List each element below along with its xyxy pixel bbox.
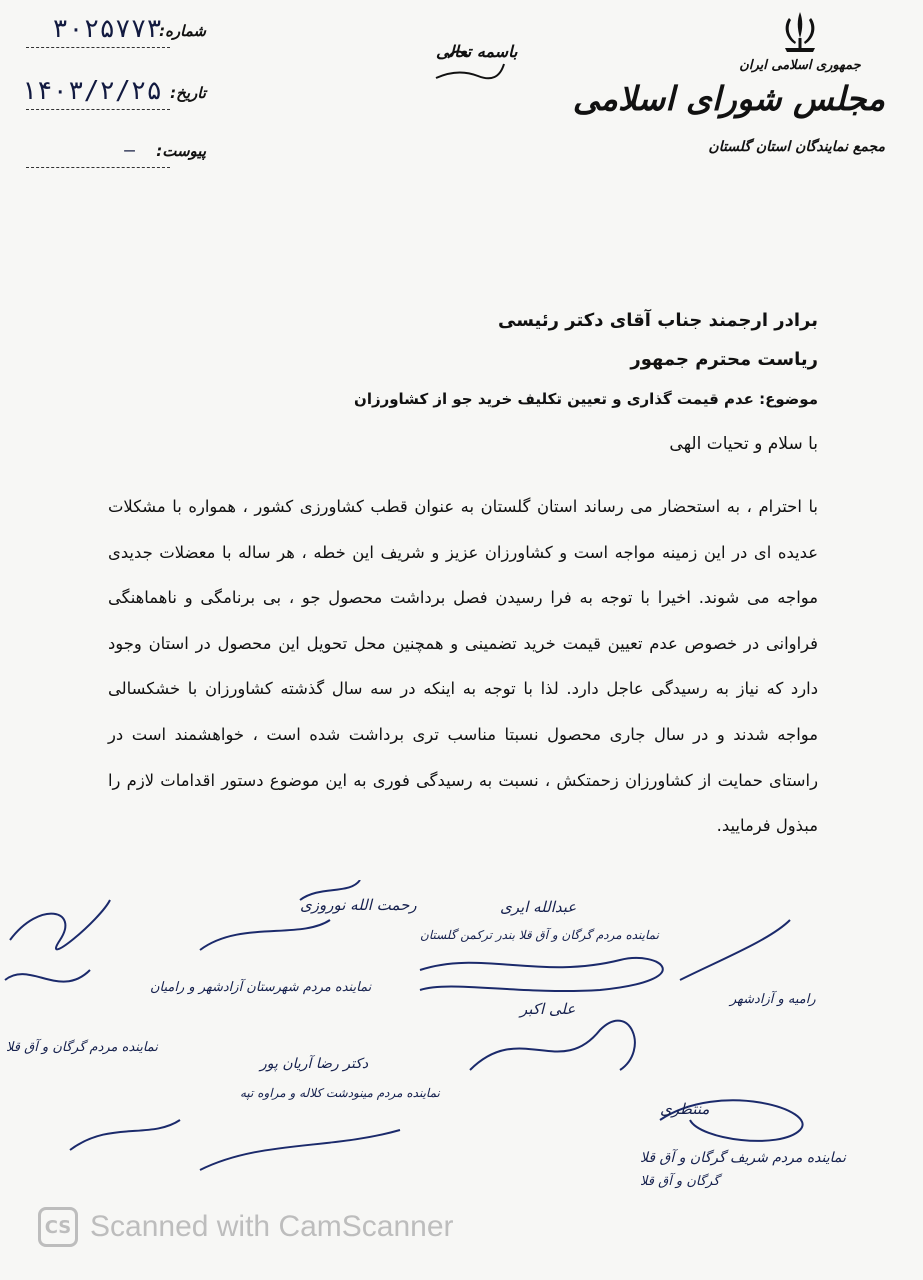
meta-number	[26, 14, 206, 54]
attachment-value: —	[124, 140, 136, 161]
letter-paragraph: با احترام ، به استحضار می رساند استان گلستان به عنوان قطب کشاورزی کشور ، همواره با مشکلات عدیده ای در این زمینه مواجه است و کشاورزان عزیز و شریف این خطه ، هر ساله با معضلات جدیدی مواجه می شوند. اخیرا با توجه به فرا رسیدن فصل برداشت محصول جو ، بی برنامگی و ناهماهنگی فراوانی در خصوص عدم تعیین قیمت خرید تضمینی و همچنین محل تحویل این محصول در استان وجود دارد که نیاز به رسیدگی عاجل دارد. لذا با توجه به اینکه در سه سال گذشته کشاورزان با خشکسالی مواجه شدند و در سال جاری محصول نسبتا مناسب تری برداشت شده است ، خواهشمند است در راستای حمایت از کشاورزان زحمتکش ، نسبت به رسیدگی فوری به این موضوع دستور اقدامات لازم را مبذول فرمایید.	[108, 497, 818, 836]
signature-3: رامیه و آزادشهر	[730, 992, 816, 1007]
number-line	[26, 47, 170, 48]
iran-emblem-icon	[775, 8, 825, 56]
letter-body	[108, 310, 818, 849]
signature-9: علی اکبر	[520, 1000, 576, 1018]
meta-attachment	[26, 140, 206, 174]
camscanner-watermark	[38, 1203, 454, 1251]
signature-5-title: نماینده مردم مینودشت کلاله و مراوه تپه	[240, 1086, 440, 1100]
recipient-line-2: ریاست محترم جمهور	[630, 349, 818, 370]
date-label: تاریخ:	[170, 84, 206, 102]
letterhead-majlis: مجلس شورای اسلامی	[572, 79, 885, 118]
letterhead	[572, 8, 885, 208]
date-line	[26, 109, 170, 110]
letterhead-republic: جمهوری اسلامی ایران	[739, 58, 861, 73]
signature-4: نماینده مردم گرگان و آق قلا	[6, 1040, 158, 1055]
signature-2-title: نماینده مردم شهرستان آزادشهر و رامیان	[150, 980, 372, 995]
camscanner-logo-icon: CS	[38, 1207, 78, 1247]
letterhead-assembly: مجمع نمایندگان استان گلستان	[708, 139, 885, 155]
recipient-line-1: برادر ارجمند جناب آقای دکتر رئیسی	[497, 310, 818, 331]
attachment-line	[26, 167, 170, 168]
number-label: شماره:	[159, 22, 206, 40]
handwritten-signatures-icon	[0, 880, 923, 1190]
signatures-area	[0, 880, 923, 1190]
attachment-label: پیوست:	[156, 142, 206, 160]
signature-2: رحمت الله نوروزی	[300, 896, 417, 914]
signature-1: عبدالله ایری	[500, 898, 577, 916]
ornament-text: باسمه تعالی	[436, 42, 518, 61]
signature-8: گرگان و آق قلا	[640, 1174, 720, 1189]
meta-date	[21, 76, 206, 116]
number-value: ۳۰۲۵۷۷۳	[52, 14, 162, 44]
letter-greeting: با سلام و تحیات الهی	[669, 434, 818, 454]
signature-6: منتظری	[660, 1100, 710, 1118]
signature-7: نماینده مردم شریف گرگان و آق قلا	[640, 1150, 846, 1166]
date-value: ۱۴۰۳/۲/۲۵	[21, 76, 162, 106]
signature-1-title: نماینده مردم گرگان و آق قلا بندر ترکمن گلستان	[420, 928, 659, 942]
watermark-text: Scanned with CamScanner	[90, 1210, 454, 1243]
signature-5: دکتر رضا آریان پور	[260, 1056, 369, 1072]
letter-subject: موضوع: عدم قیمت گذاری و تعیین تکلیف خرید جو از کشاورزان	[354, 390, 818, 408]
